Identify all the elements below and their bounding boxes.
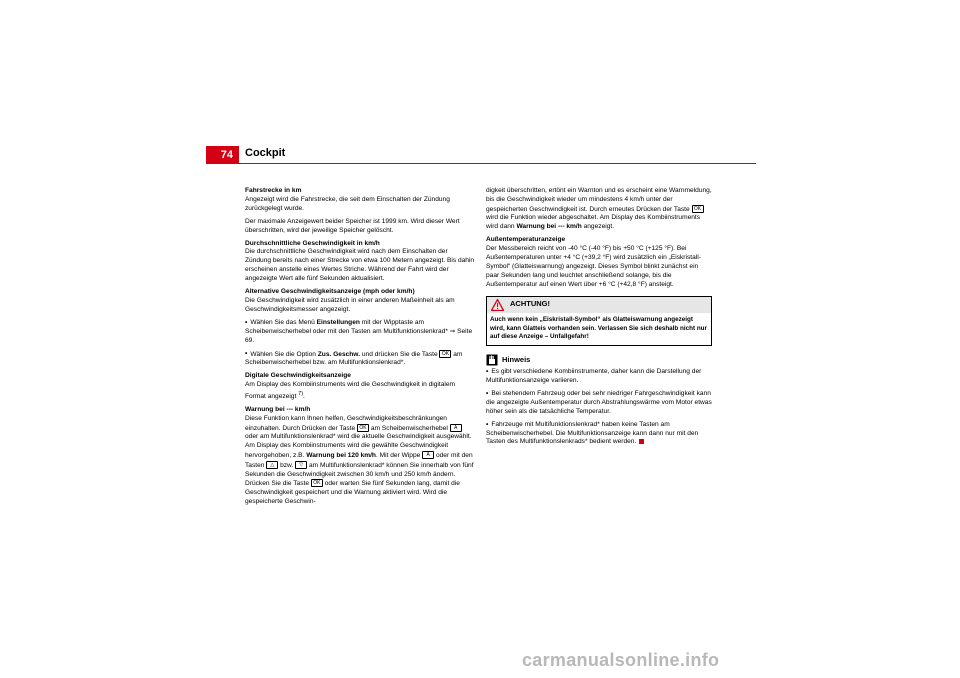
bullet-item: • Wählen Sie das Menü Einstellungen mit der Wipptaste am Scheibenwischerhebel oder mit den Tasten am Multifunktionslenkrad* ⇒ Seite 69. xyxy=(245,318,473,344)
bullet-item: • Es gibt verschiedene Kombiinstrumente, daher kann die Darstellung der Multifunktionsanzeige variieren. xyxy=(486,368,702,385)
right-column xyxy=(486,187,712,451)
page-number: 74 xyxy=(206,146,239,164)
watermark: carmanualsonline.info xyxy=(522,650,720,670)
bullet-icon: • xyxy=(486,420,489,428)
header-rule xyxy=(206,163,756,164)
paragraph: Die durchschnittliche Geschwindigkeit wird nach dem Einschalten der Zündung bereits nach einer Strecke von etwa 100 Metern angezeigt. Bis dahin erscheinen anstelle eines Wertes Striche. Während der Fahrt wird der angezeigte Wert alle fünf Sekunden aktualisiert. xyxy=(245,248,475,283)
footnote-ref: 7) xyxy=(298,390,304,397)
warning-text: Auch wenn kein „Eiskristall-Symbol“ als Glatteiswarnung angezeigt wird, kann Glatteis vorhanden sein. Verlassen Sie sich deshalb nicht nur auf diese Anzeige – Unfallgefahr! xyxy=(490,315,707,341)
warning-header xyxy=(487,297,711,313)
heading-alt-geschw: Alternative Geschwindigkeitsanzeige (mph oder km/h) xyxy=(245,288,415,296)
note-header xyxy=(486,354,712,366)
heading-fahrstrecke: Fahrstrecke in km xyxy=(245,187,302,194)
ok-key-icon: OK xyxy=(692,205,704,213)
paragraph: Der maximale Anzeigewert beider Speicher ist 1999 km. Wird dieser Wert überschritten, wird der jeweilige Speicher gelöscht. xyxy=(245,217,460,234)
ok-key-icon: OK xyxy=(439,350,451,358)
bullet-item: • Wählen Sie die Option Zus. Geschw. und drücken Sie die Taste OK am Scheibenwischerhebel bzw. am Multifunktionslenkrad*. xyxy=(245,350,463,367)
bullet-icon: • xyxy=(245,350,248,358)
heading-warnung: Warnung bei --- km/h xyxy=(245,405,311,413)
bullet-icon: • xyxy=(486,368,489,376)
warning-triangle-icon xyxy=(491,299,504,311)
a-key-icon: A xyxy=(422,451,434,459)
heading-digital: Digitale Geschwindigkeitsanzeige xyxy=(245,372,351,380)
bullet-icon: • xyxy=(486,389,489,397)
left-column xyxy=(245,187,475,511)
a-key-icon: A xyxy=(450,424,462,432)
bullet-icon: • xyxy=(245,318,248,326)
ok-key-icon: OK xyxy=(357,424,369,432)
heading-durchschnitt: Durchschnittliche Geschwindigkeit in km/h xyxy=(245,239,380,247)
down-key-icon: ▽ xyxy=(295,461,307,469)
bullet-item: • Fahrzeuge mit Multifunktionslenkrad* haben keine Tasten am Scheibenwischerhebel. Die Multifunktionsanzeige kann dann nur mit den Tasten des Multifunktionslenkrads* bedient werden. xyxy=(486,420,699,446)
end-marker-icon xyxy=(639,439,644,444)
warning-box xyxy=(486,296,712,346)
paragraph: Der Messbereich reicht von -40 °C (-40 °F) bis +50 °C (+125 °F). Bei Außentemperaturen unter +4 °C (+39,2 °F) wird zusätzlich ein „Eiskristall-Symbol“ (Glatteiswarnung) angezeigt. Dieses Symbol blinkt zunächst ein paar Sekunden lang und leuchtet anschließend solange, bis die Außentemperatur auf einen Wert über +6 °C (+42,8 °F) ansteigt. xyxy=(486,245,701,288)
heading-aussentemp: Außentemperaturanzeige xyxy=(486,236,566,244)
bullet-item: • Bei stehendem Fahrzeug oder bei sehr niedriger Fahrgeschwindigkeit kann die angezeigte Außentemperatur durch Abstrahlungswärme vom Motor etwas höher sein als die tatsächliche Temperatur. xyxy=(486,389,712,415)
paragraph: Am Display des Kombiinstruments wird die Geschwindigkeit in digitalem Format angezeigt $^{7)}$. xyxy=(245,380,455,401)
note-title: Hinweis xyxy=(502,354,531,364)
ok-key-icon: OK xyxy=(311,479,323,487)
paragraph: Diese Funktion kann Ihnen helfen, Geschwindigkeitsbeschränkungen einzuhalten. Durch Drücken der Taste OK am Scheibenwischerhebel A oder am Multifunktionslenkrad* wird die aktuelle Geschwindigkeit ausgewählt. Am Display des Kombiinstruments wird die gewählte Geschwindigkeit hervorgehoben, z.B. Warnung bei 120 km/h. Mit der Wippe A oder mit den Tasten △ bzw. ▽ am Multifunktionslenkrad* können Sie innerhalb von fünf Sekunden die Geschwindigkeit zwischen 30 km/h und 250 km/h ändern. Drücken Sie die Taste OK oder warten Sie fünf Sekunden lang, damit die Geschwindigkeit gespeichert und die Warnung aktiviert wird. Wird die gespeicherte Geschwin- xyxy=(245,414,474,506)
paragraph: digkeit überschritten, ertönt ein Warnton und es erscheint eine Warnmeldung, bis die Geschwindigkeit wieder um mindestens 4 km/h unter der gespeicherten Geschwindigkeit ist. Durch erneutes Drücken der Taste OK wird die Funktion wieder abgeschaltet. Am Display des Kombiinstruments wird dann Warnung bei --- km/h angezeigt. xyxy=(486,187,712,231)
chapter-title: Cockpit xyxy=(245,147,286,159)
warning-title: ACHTUNG! xyxy=(510,299,550,309)
up-key-icon: △ xyxy=(266,461,278,469)
note-hand-icon xyxy=(486,354,498,366)
paragraph: Angezeigt wird die Fahrstrecke, die seit dem Einschalten der Zündung zurückgelegt wurde. xyxy=(245,195,450,212)
paragraph: Die Geschwindigkeit wird zusätzlich in einer anderen Maßeinheit als am Geschwindigkeitsmesser angezeigt. xyxy=(245,296,455,313)
